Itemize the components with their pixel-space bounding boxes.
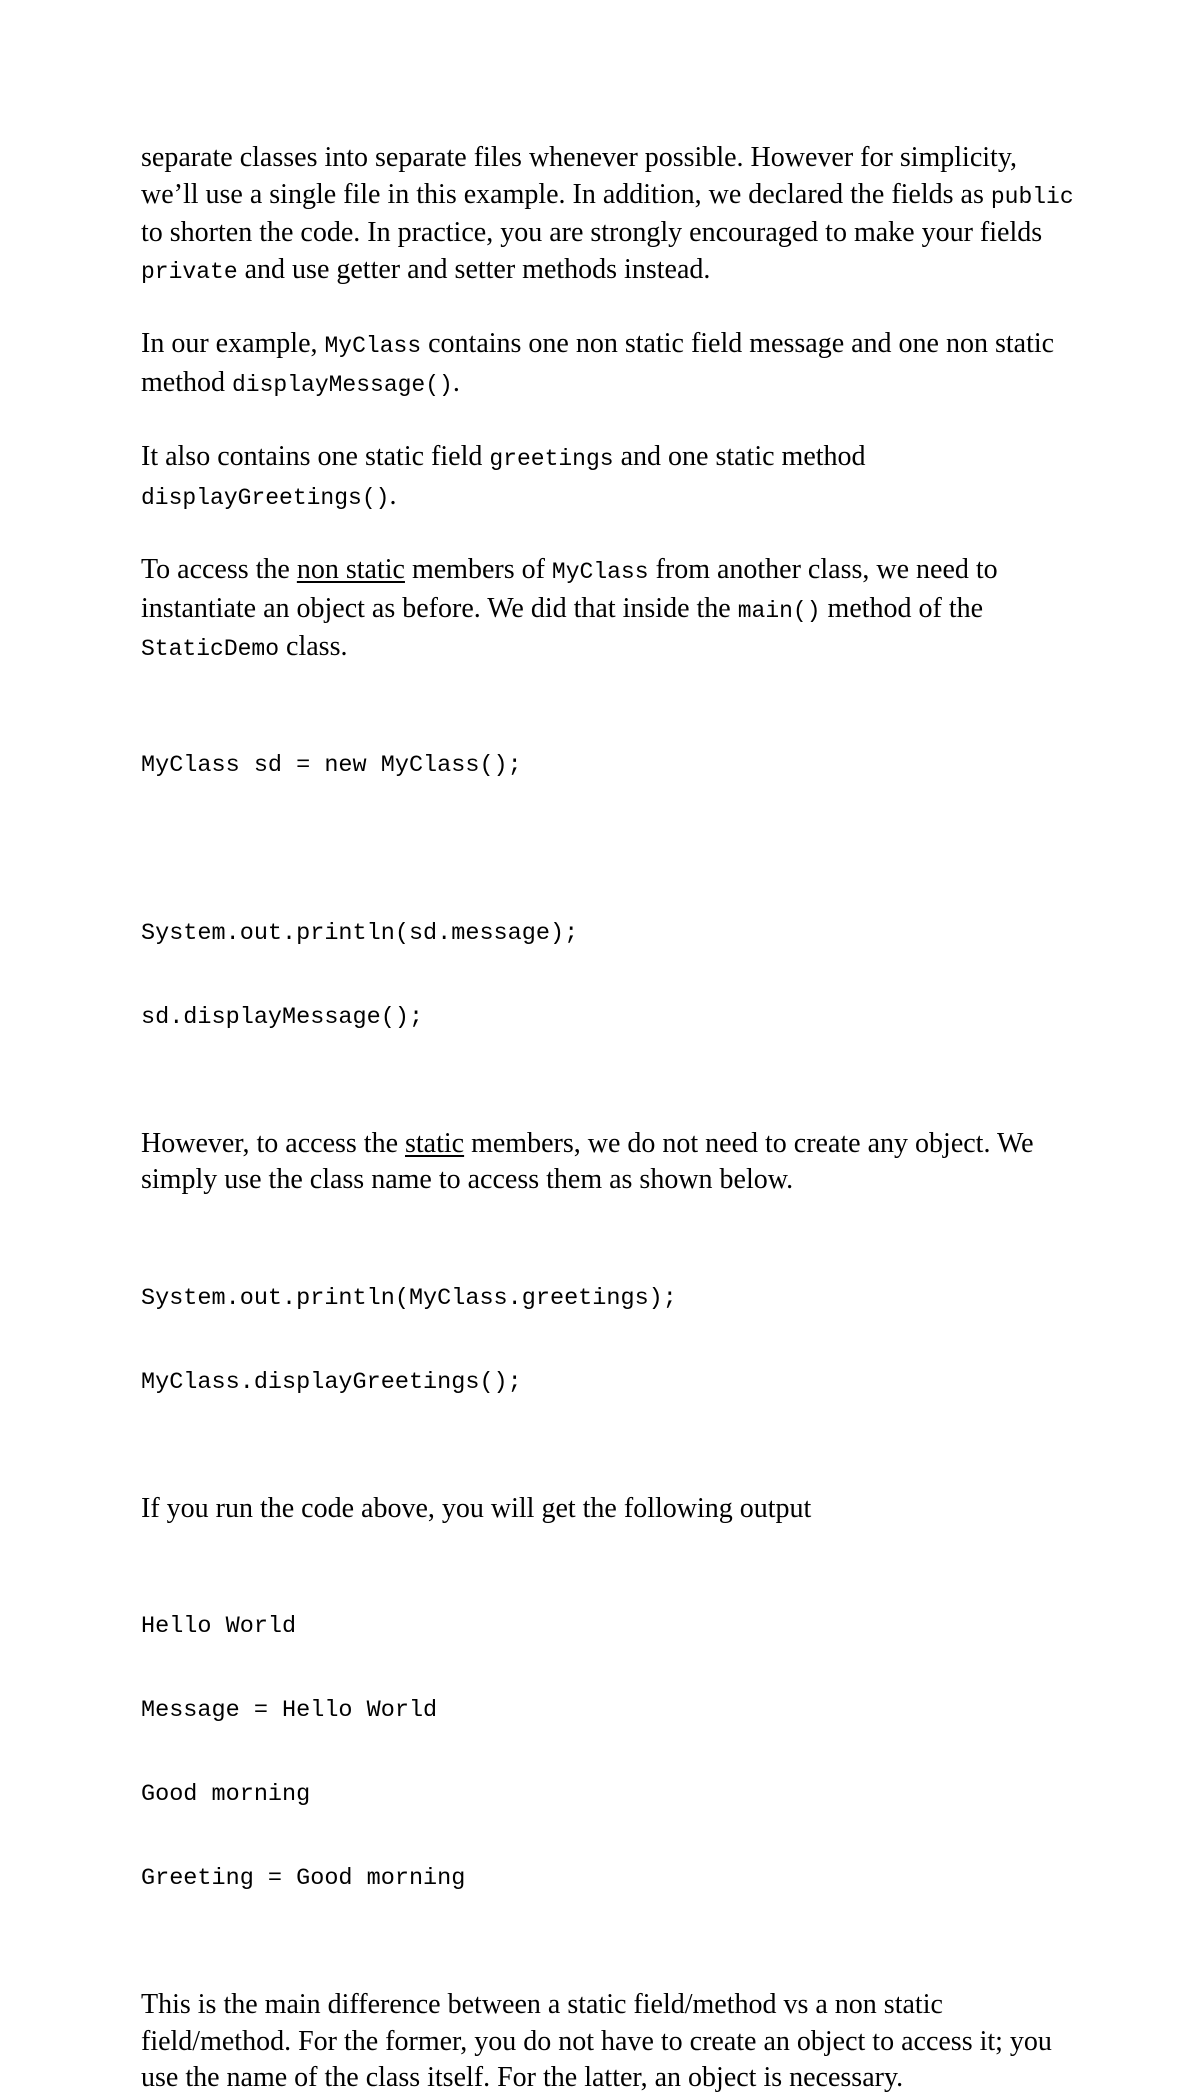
inline-code: MyClass	[324, 333, 422, 359]
underlined-text: static	[405, 1127, 465, 1159]
inline-code: MyClass	[551, 559, 649, 585]
code-line: System.out.println(MyClass.greetings);	[141, 1284, 677, 1312]
paragraph-output-intro	[141, 1491, 1081, 1528]
paragraph-conclusion	[141, 1987, 1081, 2097]
spacer	[141, 836, 1081, 864]
text-span: from another class, we need to instantiate an object as before. We did that inside the	[141, 554, 998, 624]
code-block-static-access	[141, 1229, 1081, 1453]
spacer	[141, 403, 1081, 439]
code-block-output	[141, 1557, 1081, 1949]
text-span: and use getter and setter methods instead.	[237, 253, 711, 285]
text-span: members, we do not need to create any object. We simply use the class name to access them as shown below.	[141, 1127, 1034, 1195]
text-span: separate classes into separate files whenever possible. However for simplicity, we’ll use a single file in this example. In addition, we declared the fields as	[141, 142, 1017, 210]
paragraph-intro	[141, 140, 1081, 290]
page-content	[141, 140, 1081, 2097]
spacer	[141, 1949, 1081, 1987]
output-line: Good morning	[141, 1781, 311, 1808]
output-line: Message = Hello World	[141, 1697, 438, 1724]
text-span: and one static method	[613, 441, 866, 472]
underlined-text: non static	[296, 554, 405, 585]
code-line: MyClass sd = new MyClass();	[141, 751, 522, 779]
paragraph-myclass-static	[141, 439, 1081, 516]
spacer	[141, 290, 1081, 326]
inline-code: StaticDemo	[141, 636, 280, 662]
inline-code: displayGreetings()	[141, 484, 390, 511]
code-block-instantiate	[141, 696, 1081, 836]
inline-code: displayMessage()	[232, 371, 453, 398]
inline-code: private	[141, 258, 238, 285]
paragraph-myclass-nonstatic	[141, 326, 1081, 403]
text-span: method of the	[820, 592, 984, 624]
spacer	[141, 1199, 1081, 1229]
output-line: Hello World	[141, 1613, 297, 1640]
code-block-nonstatic-access	[141, 864, 1081, 1088]
spacer	[141, 516, 1081, 552]
code-line: sd.displayMessage();	[141, 1003, 424, 1031]
text-span: This is the main difference between a static field/method vs a non static field/method. For the former, you do not have to create an object to access it; you use the name of the class itself. For the latter, an object is necessary.	[141, 1989, 1052, 2093]
inline-code: main()	[737, 597, 821, 624]
output-line: Greeting = Good morning	[141, 1865, 466, 1892]
text-span: If you run the code above, you will get the following output	[141, 1492, 812, 1524]
paragraph-access-static	[141, 1126, 1081, 1199]
inline-code: public	[990, 183, 1074, 210]
text-span: class.	[279, 631, 348, 662]
code-line: System.out.println(sd.message);	[141, 919, 579, 947]
inline-code: greetings	[489, 446, 614, 472]
text-span: contains one non static field message and one non static method	[141, 328, 1055, 398]
paragraph-access-nonstatic	[141, 552, 1081, 668]
spacer	[141, 1453, 1081, 1491]
text-span: It also contains one static field	[141, 441, 490, 472]
text-span: In our example,	[141, 328, 325, 359]
code-line: MyClass.displayGreetings();	[141, 1368, 522, 1396]
text-span: However, to access the	[141, 1127, 405, 1159]
text-span: members of	[404, 554, 552, 585]
text-span: .	[452, 366, 460, 398]
text-span: To access the	[141, 554, 297, 585]
text-span: to shorten the code. In practice, you are strongly encouraged to make your fields	[141, 217, 1043, 248]
spacer	[141, 1088, 1081, 1126]
spacer	[141, 668, 1081, 696]
text-span: .	[389, 479, 397, 511]
